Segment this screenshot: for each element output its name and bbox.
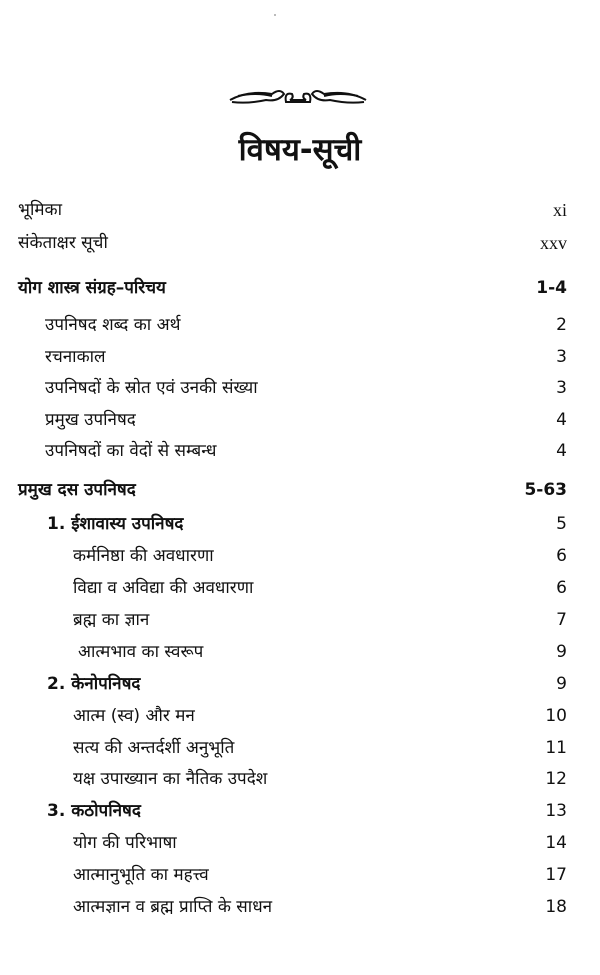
toc-entry: [0, 829, 600, 857]
entry-page: 10: [545, 706, 567, 726]
toc-entry: [0, 893, 600, 921]
entry-title: आत्म (स्व) और मन: [73, 706, 195, 726]
entry-page: 9: [556, 642, 567, 662]
entry-title: आत्मभाव का स्वरूप: [78, 642, 204, 662]
entry-title: योग की परिभाषा: [73, 833, 177, 853]
toc-section: [0, 274, 600, 302]
entry-page: 4: [556, 410, 567, 430]
toc-entry: [0, 437, 600, 465]
scan-speck: [274, 14, 276, 16]
entry-title: संकेताक्षर सूची: [18, 233, 108, 253]
subsection-title: 3. कठोपनिषद: [47, 801, 141, 821]
entry-page: 13: [545, 801, 567, 821]
entry-page: 14: [545, 833, 567, 853]
entry-title: यक्ष उपाख्यान का नैतिक उपदेश: [73, 769, 268, 789]
toc-entry: [0, 638, 600, 666]
toc-entry: [0, 229, 600, 257]
toc-entry: [0, 861, 600, 889]
entry-page: 4: [556, 441, 567, 461]
entry-title: विद्या व अविद्या की अवधारणा: [73, 578, 254, 598]
entry-page: 6: [556, 546, 567, 566]
subsection-title: 2. केनोपनिषद: [47, 674, 141, 694]
entry-title: उपनिषद शब्द का अर्थ: [45, 315, 181, 335]
entry-title: उपनिषदों के स्रोत एवं उनकी संख्या: [45, 378, 258, 398]
toc-subsection: [0, 510, 600, 538]
toc-entry: [0, 196, 600, 224]
section-pages: 5-63: [524, 480, 567, 500]
entry-page: 3: [556, 347, 567, 367]
section-title: योग शास्त्र संग्रह–परिचय: [18, 278, 166, 298]
toc-entry: [0, 765, 600, 793]
toc-section: [0, 476, 600, 504]
entry-page: xxv: [540, 233, 567, 253]
entry-page: 6: [556, 578, 567, 598]
entry-title: सत्य की अन्तर्दर्शी अनुभूति: [73, 738, 235, 758]
entry-page: 2: [556, 315, 567, 335]
entry-page: 18: [545, 897, 567, 917]
subsection-title: 1. ईशावास्य उपनिषद: [47, 514, 184, 534]
toc-entry: [0, 574, 600, 602]
entry-title: कर्मनिष्ठा की अवधारणा: [73, 546, 214, 566]
toc-entry: [0, 542, 600, 570]
entry-title: ब्रह्म का ज्ञान: [73, 610, 150, 630]
section-pages: 1-4: [536, 278, 567, 298]
entry-title: भूमिका: [18, 200, 62, 220]
toc-entry: [0, 734, 600, 762]
entry-title: रचनाकाल: [45, 347, 106, 367]
entry-title: प्रमुख उपनिषद: [45, 410, 136, 430]
entry-title: उपनिषदों का वेदों से सम्बन्ध: [45, 441, 217, 461]
section-title: प्रमुख दस उपनिषद: [18, 480, 136, 500]
toc-entry: [0, 702, 600, 730]
entry-page: 17: [545, 865, 567, 885]
entry-page: 7: [556, 610, 567, 630]
entry-page: xi: [552, 200, 567, 220]
page-title: विषय-सूची: [238, 132, 362, 168]
entry-title: आत्मानुभूति का महत्त्व: [73, 865, 209, 885]
toc-entry: [0, 606, 600, 634]
entry-title: आत्मज्ञान व ब्रह्म प्राप्ति के साधन: [73, 897, 273, 917]
entry-page: 5: [556, 514, 567, 534]
toc-entry: [0, 343, 600, 371]
entry-page: 9: [556, 674, 567, 694]
toc-subsection: [0, 670, 600, 698]
toc-entry: [0, 311, 600, 339]
ornament-divider-icon: [228, 82, 368, 110]
entry-page: 11: [545, 738, 567, 758]
entry-page: 3: [556, 378, 567, 398]
toc-entry: [0, 406, 600, 434]
entry-page: 12: [545, 769, 567, 789]
toc-subsection: [0, 797, 600, 825]
toc-entry: [0, 374, 600, 402]
